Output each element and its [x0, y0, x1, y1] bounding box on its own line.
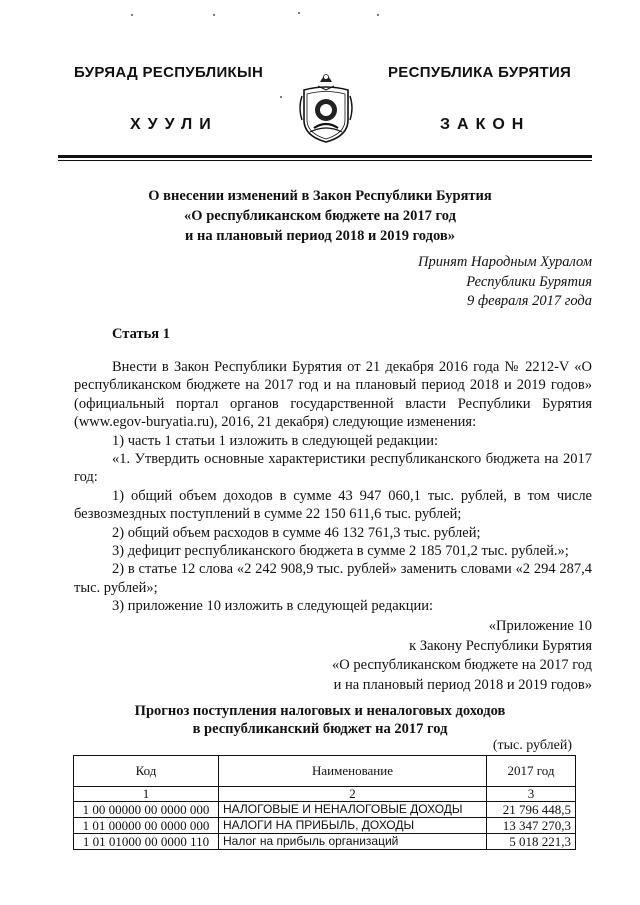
table-header-row	[74, 756, 576, 787]
table-title-line: в республиканский бюджет на 2017 год	[192, 721, 448, 737]
appendix-line: «О республиканском бюджете на 2017 год	[332, 657, 592, 673]
law-title-line: О внесении изменений в Закон Республики Бурятия	[148, 188, 492, 204]
paragraph: Внести в Закон Республики Бурятия от 21 декабря 2016 года № 2212-V «О республиканском бюджете на 2017 год и на плановый период 2018 и 2019 годов» (официальный портал органов государственной власти Республики Бурятия (www.egov-buryatia.ru), 2016, 21 декабря) следующие изменения:	[74, 359, 592, 431]
scan-speck	[280, 96, 282, 98]
header-left-bottom: ХУУЛИ	[130, 116, 218, 133]
cell-code: 1 00 00000 00 0000 000	[74, 802, 219, 818]
appendix-line: «Приложение 10	[488, 618, 592, 634]
column-number: 1	[74, 787, 219, 802]
cell-name: Налог на прибыль организаций	[219, 834, 487, 850]
article-heading: Статья 1	[112, 326, 170, 342]
table-unit: (тыс. рублей)	[492, 738, 572, 753]
scan-speck	[213, 14, 215, 16]
adoption-line: 9 февраля 2017 года	[466, 293, 592, 309]
cell-amount: 5 018 221,3	[487, 834, 576, 850]
appendix-line: и на плановый период 2018 и 2019 годов»	[333, 676, 592, 693]
scan-speck	[131, 14, 133, 16]
paragraph: 3) дефицит республиканского бюджета в сумме 2 185 701,2 тыс. рублей.»;	[112, 543, 569, 560]
paragraph: 1) общий объем доходов в сумме 43 947 060,1 тыс. рублей, в том числе безвозмездных поступлений в сумме 22 150 611,6 тыс. рублей;	[74, 487, 592, 523]
table-title	[0, 702, 640, 738]
adoption-line: Республики Бурятия	[466, 273, 592, 290]
column-number: 2	[219, 787, 487, 802]
header-right-top: РЕСПУБЛИКА БУРЯТИЯ	[388, 64, 572, 81]
scan-speck	[377, 14, 379, 16]
table-row	[74, 802, 576, 818]
header-rule-thick	[58, 155, 592, 158]
column-header-name: Наименование	[219, 756, 487, 787]
cell-name: НАЛОГИ НА ПРИБЫЛЬ, ДОХОДЫ	[219, 818, 487, 834]
law-title-line: «О республиканском бюджете на 2017 год	[184, 208, 456, 224]
table-title-line: Прогноз поступления налоговых и неналоговых доходов	[134, 703, 506, 719]
revenue-table	[73, 755, 576, 850]
appendix-reference	[332, 617, 592, 695]
cell-code: 1 01 01000 00 0000 110	[74, 834, 219, 850]
appendix-line: к Закону Республики Бурятия	[409, 637, 592, 654]
column-number: 3	[487, 787, 576, 802]
column-header-code: Код	[74, 756, 219, 787]
header-left-top: БУРЯАД РЕСПУБЛИКЫН	[74, 64, 264, 81]
paragraph: «1. Утвердить основные характеристики республиканского бюджета на 2017 год:	[74, 451, 592, 486]
header-rule-thin	[58, 160, 592, 161]
table-row	[74, 818, 576, 834]
cell-amount: 13 347 270,3	[487, 818, 576, 834]
adoption-line: Принят Народным Хуралом	[417, 254, 592, 270]
article-body	[74, 358, 592, 616]
cell-amount: 21 796 448,5	[487, 802, 576, 818]
paragraph: 2) общий объем расходов в сумме 46 132 761,3 тыс. рублей;	[112, 524, 481, 541]
scan-speck	[298, 12, 300, 14]
cell-name: НАЛОГОВЫЕ И НЕНАЛОГОВЫЕ ДОХОДЫ	[219, 802, 487, 818]
paragraph: 3) приложение 10 изложить в следующей редакции:	[112, 598, 434, 615]
header-right-bottom: ЗАКОН	[440, 116, 531, 133]
table-number-row	[74, 787, 576, 802]
law-title	[0, 186, 640, 246]
coat-of-arms-emblem	[296, 68, 356, 146]
adoption-note	[418, 253, 592, 312]
paragraph: 2) в статье 12 слова «2 242 908,9 тыс. рублей» заменить словами «2 294 287,4 тыс. рублей»;	[74, 561, 592, 596]
cell-code: 1 01 00000 00 0000 000	[74, 818, 219, 834]
paragraph: 1) часть 1 статьи 1 изложить в следующей редакции:	[112, 432, 438, 449]
table-row	[74, 834, 576, 850]
law-title-line: и на плановый период 2018 и 2019 годов»	[185, 228, 455, 244]
column-header-year: 2017 год	[487, 756, 576, 787]
